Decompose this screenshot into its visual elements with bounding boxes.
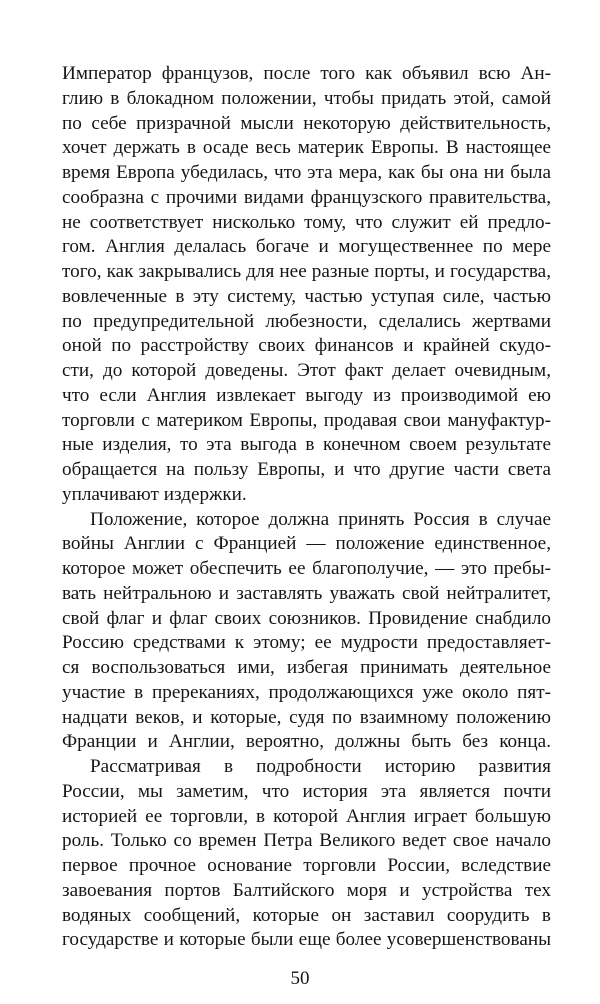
text-line: Россию средствами к этому; ее мудрости предоставляет- xyxy=(62,632,551,654)
text-line: надцати веков, и которые, судя по взаимному положению xyxy=(62,706,551,728)
text-line: сообразна с прочими видами французского правительства, xyxy=(62,186,551,208)
text-line: России, мы заметим, что история эта является почти xyxy=(62,780,551,802)
text-line: первое прочное основание торговли России, вследствие xyxy=(62,855,551,876)
text-line: не соответствует нисколько тому, что служит ей предло- xyxy=(62,211,551,233)
text-line: по себе призрачной мысли некоторую действительность, xyxy=(62,112,551,134)
text-line: вать нейтральною и заставлять уважать свой нейтралитет, xyxy=(62,582,551,604)
text-line: торговли с материком Европы, продавая свои мануфактур- xyxy=(62,409,551,431)
text-line: обращается на пользу Европы, и что другие части света xyxy=(62,459,551,480)
text-line: оной по расстройству своих финансов и крайней скудо- xyxy=(62,335,551,357)
text-line: водяных сообщений, которые он заставил соорудить в xyxy=(62,904,551,926)
paragraph xyxy=(62,62,551,508)
text-line: сти, до которой доведены. Этот факт делает очевидным, xyxy=(62,360,551,381)
text-line: ные изделия, то эта выгода в конечном своем результате xyxy=(62,434,551,456)
text-line: Император французов, после того как объявил всю Ан- xyxy=(62,63,551,84)
text-line: роль. Только со времен Петра Великого ведет свое начало xyxy=(62,830,551,852)
text-line: вовлеченные в эту систему, частью уступая силе, частью xyxy=(62,285,551,307)
text-line: которое может обеспечить ее благополучие, — это пребы- xyxy=(62,558,551,579)
text-line: Франции и Англии, вероятно, должны быть без конца. xyxy=(62,731,551,753)
paragraph xyxy=(62,508,551,756)
text-line: по предупредительной любезности, сделались жертвами xyxy=(62,310,551,332)
text-line: ся воспользоваться ими, избегая принимать деятельное xyxy=(62,657,551,678)
text-line: войны Англии с Францией — положение единственное, xyxy=(62,533,551,555)
text-line: свой флаг и флаг своих союзников. Провидение снабдило xyxy=(62,607,551,629)
page-body xyxy=(62,62,551,953)
text-line: уплачивают издержки. xyxy=(62,483,247,505)
text-line: участие в пререканиях, продолжающихся уже около пят- xyxy=(62,681,551,703)
text-line: хочет держать в осаде весь материк Европы. В настоящее xyxy=(62,137,551,159)
text-line: того, как закрывались для нее разные порты, и государства, xyxy=(62,261,551,282)
paragraph xyxy=(62,755,551,953)
text-line: гом. Англия делалась богаче и могущественнее по мере xyxy=(62,236,551,258)
text-line: глию в блокадном положении, чтобы придать этой, самой xyxy=(62,87,551,109)
text-line: что если Англия извлекает выгоду из производимой ею xyxy=(62,384,551,406)
text-line: время Европа убедилась, что эта мера, как бы она ни была xyxy=(62,162,551,183)
text-line: историей ее торговли, в которой Англия играет большую xyxy=(62,805,551,827)
text-line: Положение, которое должна принять Россия в случае xyxy=(90,508,551,530)
page-number: 50 xyxy=(290,968,310,989)
text-line: Рассматривая в подробности историю развития xyxy=(90,756,551,777)
text-line: государстве и которые были еще более усовершенствованы xyxy=(62,929,551,951)
text-line: завоевания портов Балтийского моря и устройства тех xyxy=(62,879,551,901)
